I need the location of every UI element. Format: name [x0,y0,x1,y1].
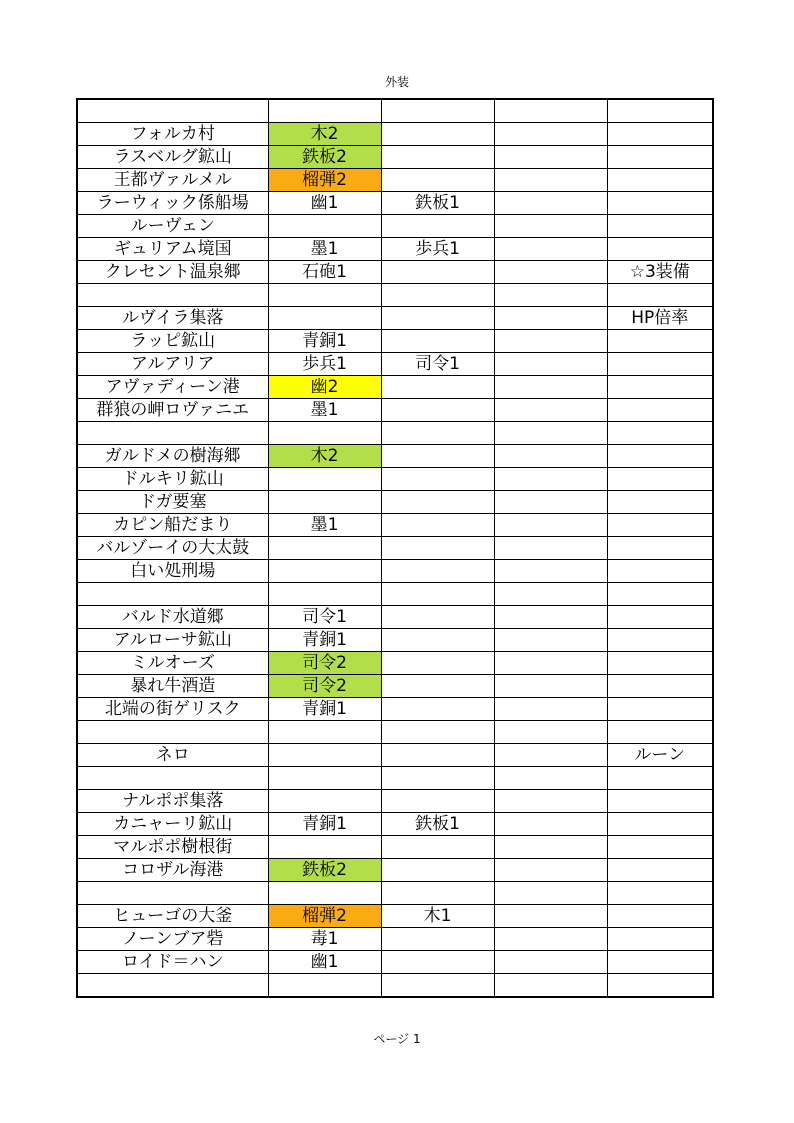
material-cell: 幽2 [268,376,381,399]
material-cell [268,422,381,445]
empty-cell [494,284,607,307]
empty-cell [494,215,607,238]
empty-cell [494,514,607,537]
location-cell [77,284,268,307]
location-cell: アヴァディーン港 [77,376,268,399]
empty-cell [494,169,607,192]
material-extra-cell [381,767,494,790]
note-cell: ☆3装備 [607,261,713,284]
note-cell [607,951,713,974]
empty-cell [494,928,607,951]
empty-cell [494,422,607,445]
note-cell [607,123,713,146]
empty-cell [494,192,607,215]
material-cell: 木2 [268,445,381,468]
material-extra-cell [381,652,494,675]
note-cell [607,399,713,422]
material-extra-cell [381,99,494,123]
table-row [77,399,713,422]
note-cell [607,284,713,307]
material-cell: 歩兵1 [268,353,381,376]
table-row [77,238,713,261]
material-extra-cell [381,928,494,951]
material-extra-cell [381,146,494,169]
empty-cell [494,721,607,744]
table-row [77,468,713,491]
location-cell: ルーヴェン [77,215,268,238]
table-row [77,192,713,215]
material-cell: 榴弾2 [268,169,381,192]
table-row [77,721,713,744]
material-extra-cell [381,330,494,353]
note-cell [607,169,713,192]
table-row [77,951,713,974]
location-cell: バルド水道郷 [77,606,268,629]
table-row [77,261,713,284]
location-cell [77,974,268,998]
material-cell: 墨1 [268,399,381,422]
location-cell: コロザル海港 [77,859,268,882]
location-cell: カピン船だまり [77,514,268,537]
material-cell [268,744,381,767]
empty-cell [494,859,607,882]
empty-cell [494,468,607,491]
material-cell [268,307,381,330]
material-cell [268,537,381,560]
material-cell [268,583,381,606]
table-row [77,859,713,882]
empty-cell [494,606,607,629]
material-extra-cell: 鉄板1 [381,192,494,215]
material-extra-cell: 鉄板1 [381,813,494,836]
material-cell: 毒1 [268,928,381,951]
table-row [77,353,713,376]
note-cell [607,422,713,445]
material-extra-cell [381,606,494,629]
empty-cell [494,583,607,606]
note-cell [607,99,713,123]
material-cell: 幽1 [268,951,381,974]
material-extra-cell [381,882,494,905]
material-cell [268,99,381,123]
empty-cell [494,491,607,514]
page-footer-number: ページ 1 [373,1032,421,1046]
location-cell [77,721,268,744]
table-row [77,675,713,698]
material-cell: 青銅1 [268,629,381,652]
empty-cell [494,790,607,813]
material-extra-cell [381,307,494,330]
material-extra-cell: 歩兵1 [381,238,494,261]
note-cell [607,721,713,744]
empty-cell [494,652,607,675]
material-extra-cell [381,514,494,537]
note-cell [607,330,713,353]
material-extra-cell [381,169,494,192]
note-cell [607,215,713,238]
material-extra-cell [381,951,494,974]
table-row [77,537,713,560]
location-cell: ノーンブア砦 [77,928,268,951]
table-row [77,606,713,629]
page-header-title: 外装 [384,75,409,89]
empty-cell [494,744,607,767]
material-extra-cell [381,675,494,698]
table-row [77,882,713,905]
table-row [77,123,713,146]
material-extra-cell [381,399,494,422]
material-extra-cell [381,537,494,560]
table-row [77,652,713,675]
empty-cell [494,629,607,652]
note-cell [607,859,713,882]
empty-cell [494,353,607,376]
note-cell [607,514,713,537]
empty-cell [494,836,607,859]
table-row [77,790,713,813]
empty-cell [494,560,607,583]
location-cell: バルゾーイの大太鼓 [77,537,268,560]
material-cell: 幽1 [268,192,381,215]
empty-cell [494,445,607,468]
table-row [77,813,713,836]
location-cell [77,99,268,123]
location-cell: アルローサ鉱山 [77,629,268,652]
table-row [77,445,713,468]
material-cell: 榴弾2 [268,905,381,928]
location-cell: ガルドメの樹海郷 [77,445,268,468]
material-extra-cell [381,560,494,583]
table-row [77,905,713,928]
material-extra-cell [381,376,494,399]
location-cell [77,882,268,905]
location-cell: 北端の街ゲリスク [77,698,268,721]
empty-cell [494,813,607,836]
location-cell: ロイド＝ハン [77,951,268,974]
note-cell: ルーン [607,744,713,767]
empty-cell [494,537,607,560]
location-cell: 暴れ牛酒造 [77,675,268,698]
empty-cell [494,99,607,123]
material-cell [268,215,381,238]
empty-cell [494,376,607,399]
note-cell [607,928,713,951]
empty-cell [494,675,607,698]
note-cell [607,606,713,629]
location-cell: ラーウィック係船場 [77,192,268,215]
material-extra-cell [381,491,494,514]
material-extra-cell: 司令1 [381,353,494,376]
empty-cell [494,974,607,998]
location-cell [77,767,268,790]
material-extra-cell [381,468,494,491]
material-cell [268,882,381,905]
table-row [77,928,713,951]
location-cell: ラッピ鉱山 [77,330,268,353]
location-cell: ネロ [77,744,268,767]
material-cell [268,790,381,813]
empty-cell [494,238,607,261]
table-row [77,215,713,238]
note-cell [607,192,713,215]
note-cell [607,376,713,399]
material-cell: 墨1 [268,238,381,261]
location-cell: クレセント温泉郷 [77,261,268,284]
material-cell: 司令2 [268,675,381,698]
table-row [77,583,713,606]
material-extra-cell [381,836,494,859]
material-extra-cell [381,445,494,468]
table-row [77,698,713,721]
location-cell: ヒューゴの大釜 [77,905,268,928]
note-cell [607,445,713,468]
material-extra-cell [381,698,494,721]
empty-cell [494,146,607,169]
location-cell: マルポポ樹根街 [77,836,268,859]
note-cell [607,560,713,583]
material-cell: 青銅1 [268,698,381,721]
empty-cell [494,698,607,721]
table-row [77,974,713,998]
location-cell: フォルカ村 [77,123,268,146]
note-cell [607,698,713,721]
note-cell [607,974,713,998]
material-cell: 青銅1 [268,813,381,836]
note-cell [607,146,713,169]
note-cell [607,491,713,514]
note-cell [607,537,713,560]
table-row [77,330,713,353]
location-cell: ドガ要塞 [77,491,268,514]
location-cell: カニャーリ鉱山 [77,813,268,836]
note-cell [607,813,713,836]
location-cell: アルアリア [77,353,268,376]
location-cell: ラスベルグ鉱山 [77,146,268,169]
location-cell: 白い処刑場 [77,560,268,583]
location-cell: 群狼の岬ロヴァニエ [77,399,268,422]
material-cell [268,767,381,790]
material-extra-cell: 木1 [381,905,494,928]
material-extra-cell [381,261,494,284]
location-cell: 王都ヴァルメル [77,169,268,192]
material-extra-cell [381,790,494,813]
location-cell: ルヴイラ集落 [77,307,268,330]
table-row [77,376,713,399]
material-extra-cell [381,284,494,307]
table-row [77,169,713,192]
empty-cell [494,123,607,146]
material-cell: 司令1 [268,606,381,629]
note-cell [607,790,713,813]
material-extra-cell [381,583,494,606]
material-cell [268,974,381,998]
note-cell [607,629,713,652]
material-extra-cell [381,744,494,767]
material-extra-cell [381,629,494,652]
table-row [77,99,713,123]
material-cell: 青銅1 [268,330,381,353]
material-cell: 司令2 [268,652,381,675]
spreadsheet-table [76,98,714,998]
location-cell: ナルポポ集落 [77,790,268,813]
note-cell [607,767,713,790]
material-cell [268,284,381,307]
note-cell [607,353,713,376]
table-row [77,629,713,652]
table-row [77,767,713,790]
empty-cell [494,307,607,330]
material-extra-cell [381,422,494,445]
material-cell: 墨1 [268,514,381,537]
table-row [77,560,713,583]
table-row [77,744,713,767]
table-row [77,491,713,514]
location-cell: ギュリアム境国 [77,238,268,261]
note-cell [607,652,713,675]
material-extra-cell [381,215,494,238]
note-cell: HP倍率 [607,307,713,330]
material-extra-cell [381,974,494,998]
empty-cell [494,330,607,353]
material-cell: 鉄板2 [268,146,381,169]
empty-cell [494,882,607,905]
material-cell [268,468,381,491]
location-cell [77,583,268,606]
material-extra-cell [381,859,494,882]
material-cell [268,491,381,514]
material-cell [268,560,381,583]
location-cell: ドルキリ鉱山 [77,468,268,491]
note-cell [607,882,713,905]
location-cell: ミルオーズ [77,652,268,675]
note-cell [607,468,713,491]
material-extra-cell [381,123,494,146]
table-row [77,307,713,330]
spreadsheet-body [77,99,713,997]
material-cell [268,721,381,744]
table-row [77,514,713,537]
note-cell [607,905,713,928]
table-row [77,284,713,307]
material-cell: 鉄板2 [268,859,381,882]
note-cell [607,238,713,261]
table-row [77,146,713,169]
empty-cell [494,905,607,928]
material-cell: 木2 [268,123,381,146]
empty-cell [494,399,607,422]
empty-cell [494,767,607,790]
note-cell [607,583,713,606]
material-cell: 石砲1 [268,261,381,284]
note-cell [607,675,713,698]
material-extra-cell [381,721,494,744]
empty-cell [494,261,607,284]
table-row [77,422,713,445]
location-cell [77,422,268,445]
note-cell [607,836,713,859]
material-cell [268,836,381,859]
table-row [77,836,713,859]
empty-cell [494,951,607,974]
